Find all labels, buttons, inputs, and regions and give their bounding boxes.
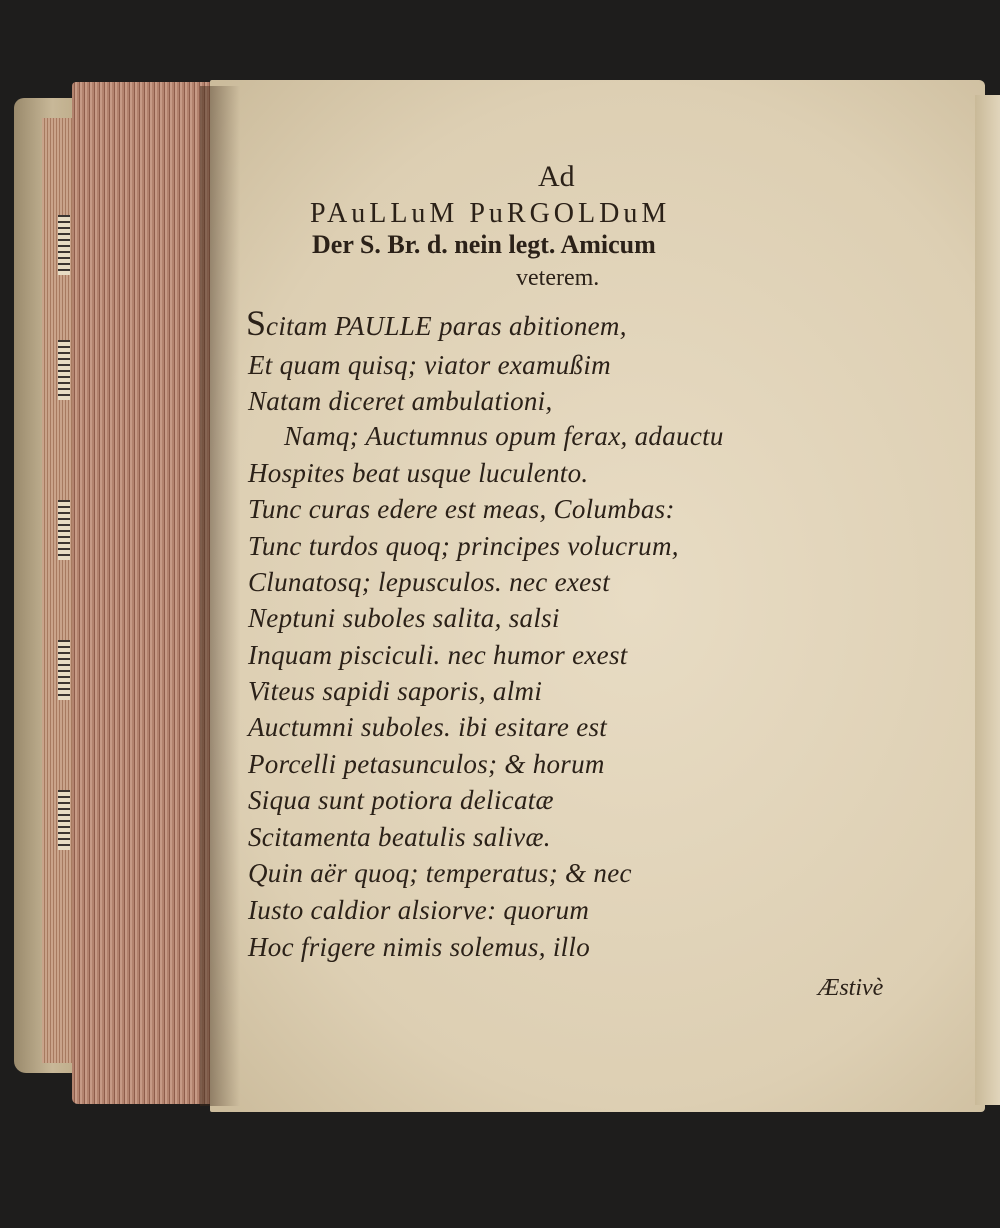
verse-line: Auctumni suboles. ibi esitare est [248, 712, 608, 742]
heading-veterem: veterem. [516, 265, 600, 291]
verse-line: Inquam pisciculi. nec humor exest [248, 640, 628, 670]
heading-dedication: Der S. Br. d. nein legt. Amicum [312, 230, 656, 259]
verse-line: Viteus sapidi saporis, almi [248, 676, 543, 706]
initial-letter: S [246, 303, 267, 343]
heading-name: PAuLLuM PuRGOLDuM [310, 198, 671, 229]
verse-line: Neptuni suboles salita, salsi [248, 603, 560, 633]
verse-line: Tunc turdos quoq; principes volucrum, [248, 531, 679, 561]
verse-line: Iusto caldior alsiorve: quorum [248, 895, 590, 925]
verse-line: Et quam quisq; viator examußim [248, 350, 611, 380]
verse-line: Porcelli petasunculos; & horum [248, 749, 605, 779]
verse-line: Tunc curas edere est meas, Columbas: [248, 494, 675, 524]
verse-line: Namq; Auctumnus opum ferax, adauctu [284, 421, 724, 451]
verse-line-1 [246, 302, 627, 344]
verse-line: Scitamenta beatulis salivæ. [248, 822, 551, 852]
verse-line: Siqua sunt potiora delicatæ [248, 785, 554, 815]
verse-line-1-text: citam PAULLE paras abitionem, [266, 311, 627, 341]
catchword: Æstivè [818, 975, 884, 1001]
verse-line: Quin aër quoq; temperatus; & nec [248, 858, 632, 888]
verse-line: Natam diceret ambulationi, [248, 386, 553, 416]
verse-line: Hospites beat usque luculento. [248, 458, 589, 488]
verse-line: Hoc frigere nimis solemus, illo [248, 932, 591, 962]
heading-ad: Ad [538, 160, 575, 193]
verse-line: Clunatosq; lepusculos. nec exest [248, 567, 611, 597]
